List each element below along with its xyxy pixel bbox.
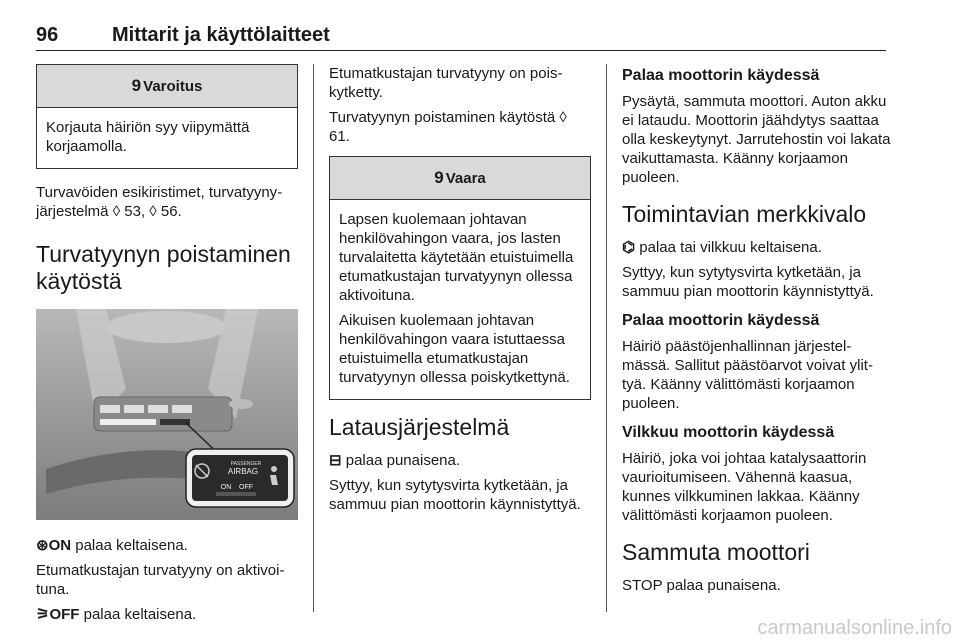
malfunction-description: Syttyy, kun sytytysvirta kytketään, ja sammuu pian moottorin käynnistyttyä. bbox=[622, 264, 874, 300]
battery-indicator-line: ⊟ palaa punaisena. bbox=[329, 452, 461, 469]
section-heading-airbag: Turvatyynyn poistaminen käytöstä bbox=[36, 241, 291, 294]
danger-text-1: Lapsen kuolemaan johtavan henkilövahingon vaara, jos lasten turvalaitetta käytetään etuistuimella etumatkustajan turvatyynyn ollessa aktivoituna. bbox=[339, 211, 574, 304]
airbag-switch-figure bbox=[36, 309, 298, 520]
stop-label: STOP bbox=[622, 577, 663, 594]
danger-title: Vaara bbox=[445, 169, 486, 187]
section-heading-charging: Latausjärjestelmä bbox=[329, 414, 510, 440]
panel-off-label: OFF bbox=[239, 484, 253, 491]
airbag-on-icon: ⊛ bbox=[36, 537, 49, 554]
off-indicator-line: ⚞OFF palaa keltaisena. bbox=[36, 606, 197, 623]
danger-box-title bbox=[330, 157, 590, 200]
on-label: ON bbox=[48, 537, 72, 554]
panel-label-line1: PASSENGER bbox=[230, 461, 262, 467]
danger-icon: 9 bbox=[434, 168, 444, 187]
warning-title: Varoitus bbox=[143, 77, 203, 95]
warning-text: Korjauta häiriön syy viipymättä korjaamolla. bbox=[46, 119, 250, 155]
emission-text: Häiriö päästöjenhallinnan järjestelmässä. Sallitut päästöarvot voivat ylittyä. Käänny välittömästi korjaamon puoleen. bbox=[622, 338, 873, 412]
engine-indicator-line: ⌬ palaa tai vilkkuu keltaisena. bbox=[622, 239, 822, 256]
panel-label-line2: AIRBAG bbox=[227, 467, 259, 476]
page-header bbox=[36, 14, 886, 51]
airbag-ref-text: Turvatyynyn poistaminen käytöstä ◊ 61. bbox=[329, 109, 567, 145]
subheading-running-2: Palaa moottorin käydessä bbox=[622, 312, 820, 329]
chapter-title: Mittarit ja käyttölaitteet bbox=[112, 24, 330, 46]
airbag-off-text: Etumatkustajan turvatyyny on poiskytketty. bbox=[329, 65, 563, 101]
flashing-text: Häiriö, joka voi johtaa katalysaattorin vaurioitumiseen. Vähennä kaasua, kunnes vilkkuminen lakkaa. Käänny välittömästi korjaamon puoleen. bbox=[622, 450, 867, 524]
engine-icon: ⌬ bbox=[622, 239, 636, 256]
subheading-running-1: Palaa moottorin käydessä bbox=[622, 67, 820, 84]
section-heading-stop-engine: Sammuta moottori bbox=[622, 539, 810, 565]
danger-box bbox=[329, 156, 591, 400]
column-3 bbox=[622, 64, 892, 601]
column-divider bbox=[313, 64, 314, 612]
running-text-1: Pysäytä, sammuta moottori. Auton akku ei lataudu. Moottorin jäähdytys saattaa olla keskeytynyt. Jarrutehostin voi lakata vaikuttamasta. Käänny korjaamon puoleen. bbox=[622, 93, 891, 186]
warning-box bbox=[36, 64, 298, 169]
column-1 bbox=[36, 64, 298, 630]
warning-icon: 9 bbox=[131, 76, 142, 95]
reference-text: Turvavöiden esikiristimet, turvatyynyjärjestelmä ◊ 53, ◊ 56. bbox=[36, 184, 283, 220]
column-2 bbox=[329, 64, 591, 520]
stop-indicator-line: STOP palaa punaisena. bbox=[622, 577, 781, 594]
airbag-off-indicator-icon: ⚞ bbox=[36, 606, 50, 623]
page-number: 96 bbox=[36, 24, 59, 46]
watermark: carmanualsonline.info bbox=[757, 617, 952, 639]
off-label: OFF bbox=[49, 606, 80, 623]
on-description: Etumatkustajan turvatyyny on aktivoituna. bbox=[36, 562, 285, 598]
column-divider bbox=[606, 64, 607, 612]
section-heading-malfunction: Toimintavian merkkivalo bbox=[622, 201, 867, 227]
panel-on-label: ON bbox=[220, 484, 232, 491]
danger-text-2: Aikuisen kuolemaan johtavan henkilövahingon vaara istuttaessa etuistuimella etumatkustajan turvatyynyn ollessa poiskytkettynä. bbox=[339, 312, 570, 386]
on-indicator-line: ⊛ON palaa keltaisena. bbox=[36, 537, 188, 554]
battery-icon: ⊟ bbox=[329, 452, 342, 469]
subheading-flashing: Vilkkuu moottorin käydessä bbox=[622, 424, 835, 441]
warning-box-title bbox=[37, 65, 297, 108]
charging-description: Syttyy, kun sytytysvirta kytketään, ja sammuu pian moottorin käynnistyttyä. bbox=[329, 477, 581, 513]
